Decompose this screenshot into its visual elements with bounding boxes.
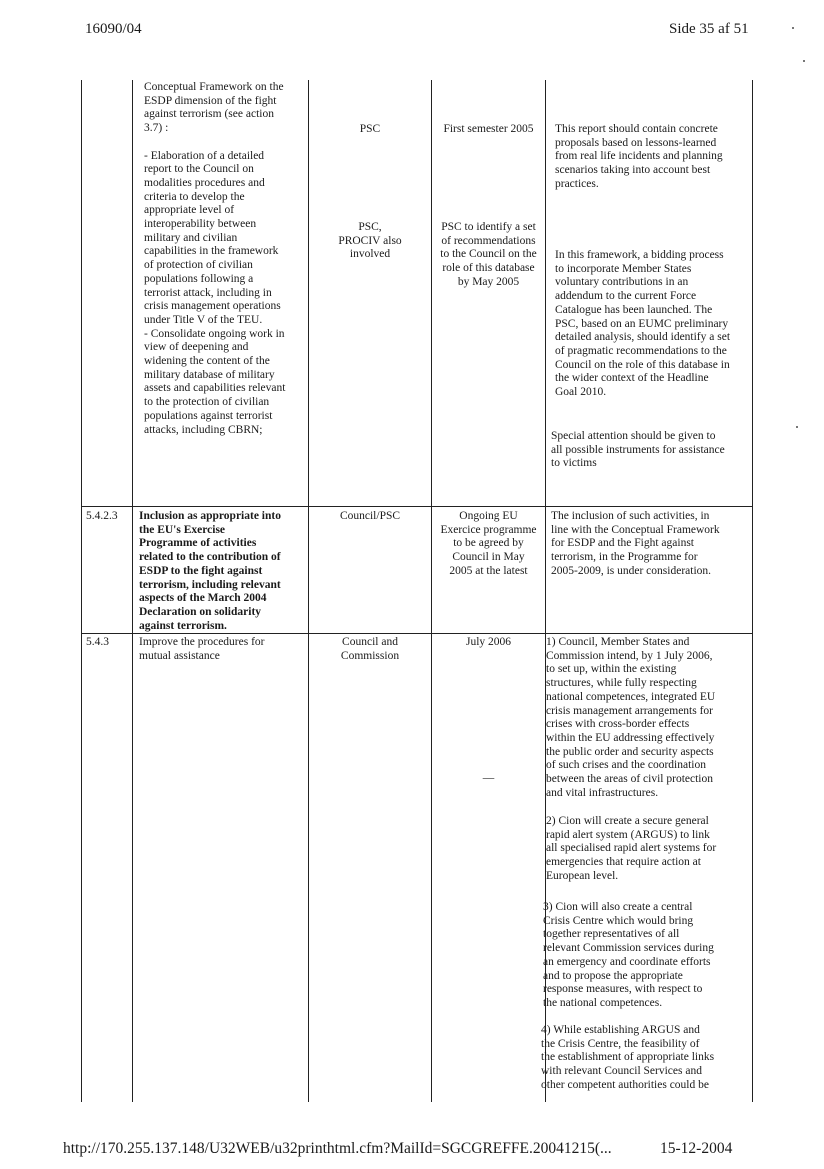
responsible-cell: PSC, PROCIV also involved: [338, 221, 402, 261]
document-reference: 16090/04: [85, 21, 142, 37]
action-number: 5.4.2.3: [86, 510, 118, 522]
table-border-left: [81, 80, 82, 1102]
responsible-cell: Council/PSC: [339, 510, 401, 522]
action-description: Inclusion as appropriate into the EU's Exercise Programme of activities related to the contribution of ESDP to the fight against terrorism, including relevant aspects of the March 2004 Declaration on solidarity against terrorism.: [139, 510, 281, 632]
action-description: Conceptual Framework on the ESDP dimension of the fight against terrorism (see action 3.7) : - Elaboration of a detailed report to the Council on modalities procedures and criteria to develop the appropriate level of interoperability between military and civilian capabilities in the framework of protection of civilian populations following a terrorist attack, including in crisis management operations under Title V of the TEU. - Consolidate ongoing work in view of deepening and widening the content of the military database of military assets and capabilities relevant to the protection of civilian populations against terrorist attacks, including CBRN;: [144, 81, 286, 436]
column-divider: [132, 80, 133, 1102]
status-text: 2) Cion will create a secure general rapid alert system (ARGUS) to link all specialised rapid alert systems for emergencies that require action at European level.: [546, 815, 717, 882]
table-border-right: [752, 80, 753, 1102]
deadline-cell: PSC to identify a set of recommendations to the Council on the role of this database by May 2005: [440, 221, 537, 288]
scan-speck: [803, 60, 805, 62]
footer-url: http://170.255.137.148/U32WEB/u32printhtml.cfm?MailId=SGCGREFFE.20041215(...: [63, 1140, 612, 1157]
scan-speck: [796, 426, 798, 428]
status-text: 4) While establishing ARGUS and the Crisis Centre, the feasibility of the establishment of appropriate links with relevant Council Services and other competent authorities could be: [541, 1024, 715, 1091]
action-number: 5.4.3: [86, 636, 109, 648]
status-text: Special attention should be given to all possible instruments for assistance to victims: [551, 430, 725, 470]
status-text: 1) Council, Member States and Commission intend, by 1 July 2006, to set up, within the existing structures, while fully respecting national competences, integrated EU crisis management arrangements for crises with cross-border effects within the EU addressing effectively the public order and security aspects of such crises and the coordination between the areas of civil protection and vital infrastructures.: [546, 636, 716, 799]
deadline-cell: July 2006: [465, 636, 512, 648]
status-text: The inclusion of such activities, in line with the Conceptual Framework for ESDP and the Fight against terrorism, in the Programme for 2005-2009, is under consideration.: [551, 510, 720, 577]
page-number: Side 35 af 51: [669, 21, 749, 37]
action-description: Improve the procedures for mutual assistance: [139, 636, 265, 662]
deadline-mark: —: [482, 772, 495, 784]
footer-date: 15-12-2004: [660, 1140, 733, 1157]
responsible-cell: Council and Commission: [340, 636, 400, 662]
responsible-cell: PSC: [359, 123, 381, 135]
scan-speck: [792, 27, 794, 29]
deadline-cell: Ongoing EU Exercice programme to be agreed by Council in May 2005 at the latest: [440, 510, 537, 577]
status-text: This report should contain concrete proposals based on lessons-learned from real life incidents and planning scenarios taking into account best practices.: [555, 123, 723, 190]
row-separator: [81, 506, 753, 507]
status-text: 3) Cion will also create a central Crisis Centre which would bring together representatives of all relevant Commission services during an emergency and coordinate efforts and to propose the appropriate response measures, with respect to the national competences.: [543, 901, 714, 1009]
deadline-cell: First semester 2005: [443, 123, 534, 135]
status-text: In this framework, a bidding process to incorporate Member States voluntary contributions in an addendum to the current Force Catalogue has been launched. The PSC, based on an EUMC preliminary detailed analysis, should identify a set of pragmatic recommendations to the Council on the role of this database in the wider context of the Headline Goal 2010.: [555, 249, 731, 399]
